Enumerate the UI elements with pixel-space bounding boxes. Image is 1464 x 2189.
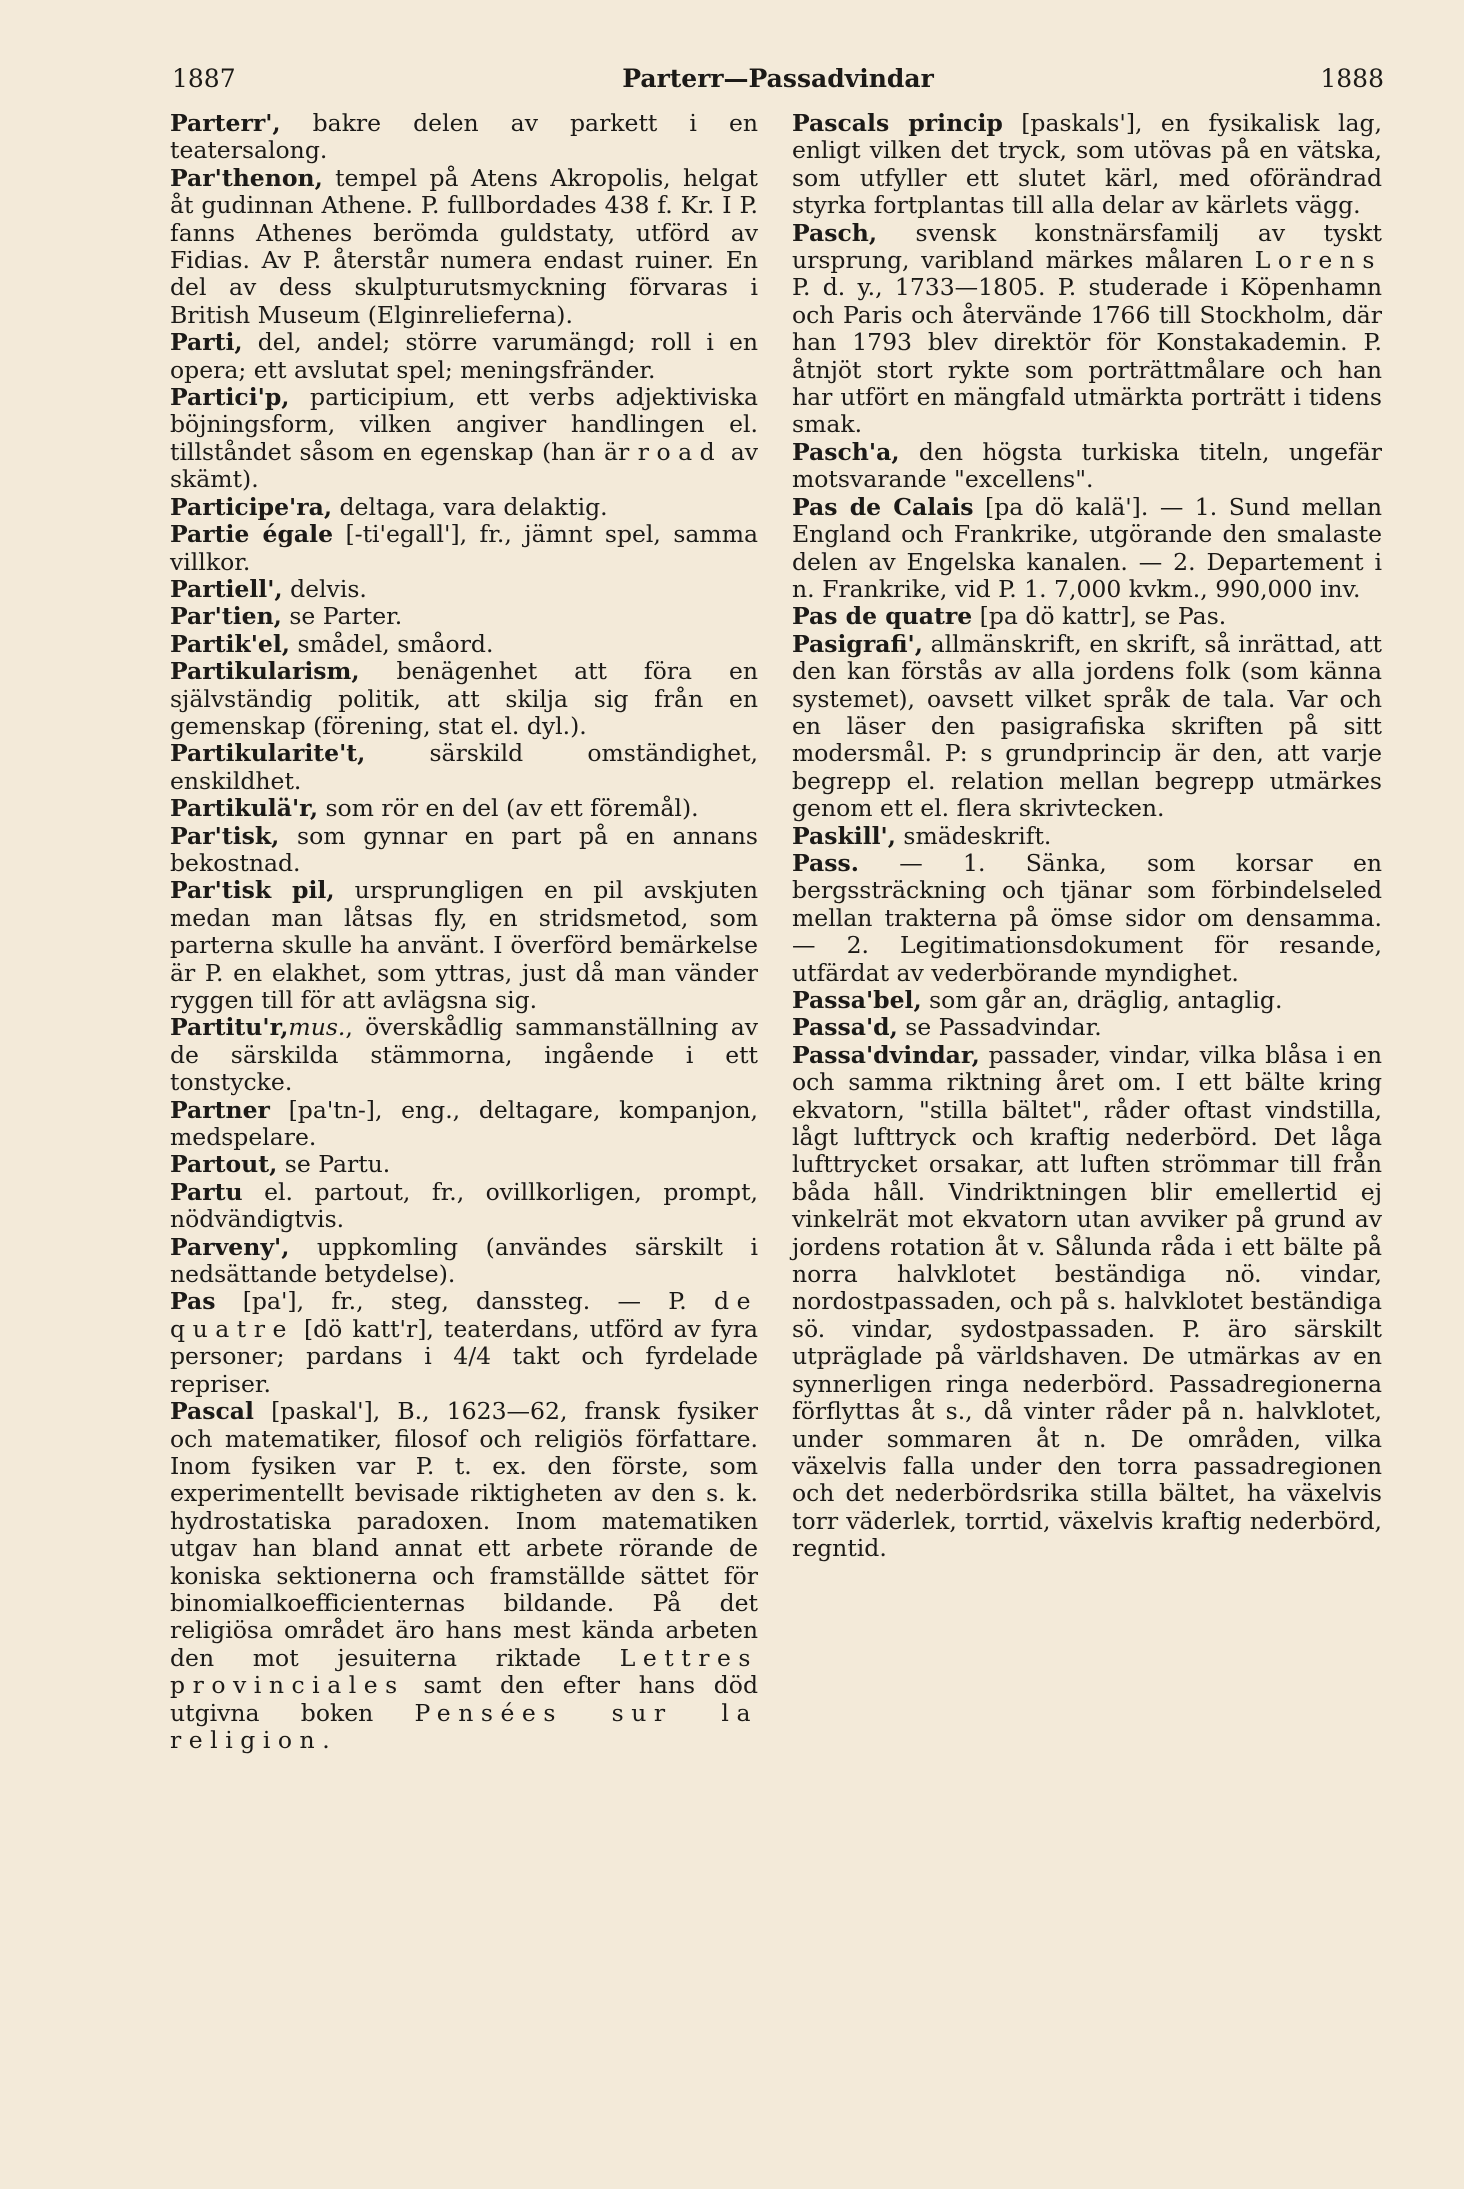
dictionary-entry xyxy=(792,494,1382,604)
entry-headword: Par'tien, xyxy=(170,602,282,631)
entry-headword: Par'thenon, xyxy=(170,163,323,192)
entry-headword: Pascal xyxy=(170,1397,254,1426)
entry-spaced-text: de quatre xyxy=(170,1287,758,1343)
entry-headword: Partiell', xyxy=(170,574,283,603)
dictionary-entry xyxy=(792,823,1382,850)
entry-headword: Participe'ra, xyxy=(170,492,333,521)
dictionary-entry xyxy=(170,1234,758,1289)
entry-definition-cont: samt den efter hans död utgivna boken xyxy=(170,1671,758,1727)
page-header xyxy=(172,64,1384,104)
dictionary-entry xyxy=(170,384,758,494)
entry-definition: passader, vindar, vilka blåsa i en och samma riktning året om. I ett bälte kring ekvatorn, "stilla bältet", råder oftast vindstilla, lågt lufttryck och kraftig nederbörd. Det låga lufttrycket orsakar, att luften strömmar till från båda håll. Vindriktningen blir emellertid ej vinkelrät mot ekvatorn utan avviker på grund av jordens rotation åt v. Sålunda råda i ett bälte på norra halvklotet beständiga nö. vindar, nordostpassaden, och på s. halvklotet beständiga sö. vindar, sydostpassaden. P. äro särskilt utpräglade på världshaven. De utmärkas av en synnerligen ringa nederbörd. Passadregionerna förflyttas åt s., då vinter råder på n. halvklotet, under sommaren åt n. De områden, vilka växelvis falla under den torra passadregionen och det nederbördsrika stilla bältet, ha växelvis torr väderlek, torrtid, växelvis kraftig nederbörd, regntid. xyxy=(792,1040,1382,1563)
dictionary-entry xyxy=(792,850,1382,987)
entry-definition: smådel, småord. xyxy=(289,629,494,658)
entry-headword: Partie égale xyxy=(170,520,334,549)
right-column xyxy=(792,110,1382,1563)
dictionary-entry xyxy=(792,631,1382,823)
entry-headword: Pasch'a, xyxy=(792,437,900,466)
entry-definition: som rör en del (av ett föremål). xyxy=(318,794,699,823)
entry-headword: Partikularite't, xyxy=(170,739,366,768)
dictionary-entry xyxy=(170,1151,758,1178)
entry-definition: den högsta turkiska titeln, ungefär motsvarande "excellens". xyxy=(792,437,1382,494)
entry-headword: Partikulä'r, xyxy=(170,794,318,823)
entry-headword: Par'tisk, xyxy=(170,821,280,850)
entry-headword: Partici'p, xyxy=(170,383,290,412)
entry-definition: [pa dö kalä']. — 1. Sund mellan England och Frankrike, utgörande den smalaste delen av Engelska kanalen. — 2. Departement i n. Frankrike, vid P. 1. 7,000 kvkm., 990,000 inv. xyxy=(792,492,1382,603)
dictionary-entry xyxy=(170,494,758,521)
dictionary-entry xyxy=(170,1398,758,1754)
dictionary-entry xyxy=(792,1042,1382,1563)
entry-definition-cont: P. d. y., 1733—1805. P. studerade i Köpenhamn och Paris och återvände 1766 till Stockholm, där han 1793 blev direktör för Konstakademin. P. åtnjöt stort rykte som porträttmålare och han har utfört en mängfald utmärkta porträtt i tidens smak. xyxy=(792,273,1382,439)
dictionary-entry xyxy=(170,1179,758,1234)
entry-headword: Passa'dvindar, xyxy=(792,1040,980,1069)
dictionary-entry xyxy=(170,795,758,822)
entry-headword: Partu xyxy=(170,1177,243,1206)
entry-headword: Pas de Calais xyxy=(792,492,974,521)
entry-definition: [-ti'egall'], fr., jämnt spel, samma villkor. xyxy=(170,520,758,576)
entry-definition: del, andel; större varumängd; roll i en opera; ett avslutat spel; meningsfränder. xyxy=(170,328,758,384)
dictionary-entry xyxy=(170,521,758,576)
entry-definition: som går an, dräglig, antaglig. xyxy=(921,986,1283,1014)
entry-spaced-text: road xyxy=(637,437,723,466)
right-page-number: 1888 xyxy=(1320,64,1384,93)
entry-definition: svensk konstnärsfamilj av tyskt ursprung, varibland märkes målaren xyxy=(792,218,1382,275)
entry-definition-cont: . xyxy=(322,1725,330,1754)
running-title: Parterr—Passadvindar xyxy=(622,64,934,93)
entry-spaced-text: Lorens xyxy=(1254,246,1382,275)
dictionary-entry xyxy=(170,603,758,630)
entry-definition-cont: [dö katt'r], teaterdans, utförd av fyra personer; pardans i 4/4 takt och fyrdelade repriser. xyxy=(170,1314,758,1398)
entry-definition: bakre delen av parkett i en teatersalong. xyxy=(170,109,758,165)
entry-headword: Parti, xyxy=(170,328,243,357)
entry-definition: särskild omständighet, enskildhet. xyxy=(170,739,758,795)
left-page-number: 1887 xyxy=(172,64,236,93)
dictionary-entry xyxy=(170,658,758,740)
dictionary-entry xyxy=(792,220,1382,439)
entry-definition: benägenhet att föra en självständig politik, att skilja sig från en gemenskap (förening, stat el. dyl.). xyxy=(170,657,758,740)
dictionary-entry xyxy=(792,603,1382,630)
entry-headword: Partner xyxy=(170,1095,270,1124)
entry-definition: — 1. Sänka, som korsar en bergssträckning och tjänar som förbindelseled mellan trakterna på ömse sidor om densamma. — 2. Legitimationsdokument för resande, utfärdat av vederbörande myndighet. xyxy=(792,848,1382,987)
entry-definition: [paskals'], en fysikalisk lag, enligt vilken det tryck, som utövas på en vätska, som utfyller ett slutet kärl, med oförändrad styrka fortplantas till alla delar av kärlets vägg. xyxy=(792,109,1382,220)
entry-headword: Pass. xyxy=(792,848,859,877)
entry-headword: Passa'd, xyxy=(792,1013,898,1042)
dictionary-entry xyxy=(170,823,758,878)
entry-definition: se Passadvindar. xyxy=(897,1013,1102,1042)
entry-definition: participium, ett verbs adjektiviska böjningsform, vilken angiver handlingen el. tillståndet såsom en egenskap (han är xyxy=(170,383,758,466)
entry-definition: allmänskrift, en skrift, så inrättad, att den kan förstås av alla jordens folk (som känna systemet), oavsett vilket språk de tala. Var och en läser den pasigrafiska skriften på sitt modersmål. P: s grundprincip är den, att varje begrepp el. relation mellan begrepp utmärkes genom ett el. flera skrivtecken. xyxy=(792,629,1382,823)
dictionary-entry xyxy=(170,329,758,384)
entry-definition: se Parter. xyxy=(281,602,403,631)
dictionary-entry xyxy=(170,631,758,658)
entry-definition-cont: av skämt). xyxy=(170,437,758,494)
dictionary-entry xyxy=(170,740,758,795)
dictionary-entry xyxy=(792,439,1382,494)
dictionary-entry xyxy=(792,987,1382,1014)
entry-definition: [pa'tn-], eng., deltagare, kompanjon, medspelare. xyxy=(170,1095,758,1152)
entry-definition: som gynnar en part på en annans bekostnad. xyxy=(170,821,758,877)
entry-definition: smädeskrift. xyxy=(895,821,1052,850)
entry-headword: Partikularism, xyxy=(170,657,360,686)
left-column xyxy=(170,110,758,1754)
entry-headword: Paskill', xyxy=(792,821,896,850)
entry-definition: [pa'], fr., steg, danssteg. — P. xyxy=(215,1287,714,1316)
entry-definition: tempel på Atens Akropolis, helgat åt gudinnan Athene. P. fullbordades 438 f. Kr. I P. fanns Athenes berömda guldstaty, utförd av Fidias. Av P. återstår numera endast ruiner. En del av dess skulpturutsmyckning förvaras i British Museum (Elginrelieferna). xyxy=(170,163,758,329)
entry-headword: Pasigrafi', xyxy=(792,629,923,658)
entry-definition: [pa dö kattr], se Pas. xyxy=(972,602,1227,631)
entry-definition: [paskal'], B., 1623—62, fransk fysiker och matematiker, filosof och religiös författare. Inom fysiken var P. t. ex. den förste, som experimentellt bevisade riktigheten av den s. k. hydrostatiska paradoxen. Inom matematiken utgav han bland annat ett arbete rörande de koniska sektionerna och framställde sättet för binomialkoefficienternas bildande. På det religiösa området äro hans mest kända arbeten den mot jesuiterna riktade xyxy=(170,1397,758,1672)
entry-headword: Pas de quatre xyxy=(792,602,973,631)
entry-spaced-text: Pensées sur la religion xyxy=(170,1698,758,1754)
dictionary-entry xyxy=(170,1097,758,1152)
entry-definition: , överskådlig sammanställning av de särskilda stämmorna, ingående i ett tonstycke. xyxy=(170,1013,758,1097)
dictionary-entry xyxy=(792,110,1382,220)
dictionary-entry xyxy=(170,1288,758,1398)
dictionary-entry xyxy=(170,110,758,165)
dictionary-entry xyxy=(170,1014,758,1096)
entry-headword: Partitu'r, xyxy=(170,1013,289,1042)
entry-definition: uppkomling (användes särskilt i nedsättande betydelse). xyxy=(170,1232,758,1289)
dictionary-entry xyxy=(170,165,758,329)
entry-abbreviation: mus. xyxy=(288,1013,346,1042)
entry-headword: Pasch, xyxy=(792,218,878,247)
dictionary-entry xyxy=(170,576,758,603)
entry-headword: Pas xyxy=(170,1287,216,1316)
entry-headword: Pascals princip xyxy=(792,109,1003,137)
entry-headword: Par'tisk pil, xyxy=(170,876,335,905)
entry-headword: Parveny', xyxy=(170,1232,290,1261)
entry-definition: el. partout, fr., ovillkorligen, prompt, nödvändigtvis. xyxy=(170,1177,758,1234)
entry-definition: deltaga, vara delaktig. xyxy=(332,492,608,521)
entry-headword: Parterr', xyxy=(170,109,281,137)
dictionary-entry xyxy=(170,877,758,1014)
dictionary-entry xyxy=(792,1014,1382,1041)
entry-definition: se Partu. xyxy=(277,1150,391,1179)
entry-definition: ursprungligen en pil avskjuten medan man låtsas fly, en stridsmetod, som parterna skulle ha använt. I överförd bemärkelse är P. en elakhet, som yttras, just då man vänder ryggen till för att avlägsna sig. xyxy=(170,876,758,1014)
entry-spaced-text: Lettres provinciales xyxy=(170,1643,758,1700)
entry-definition: delvis. xyxy=(282,574,367,603)
entry-headword: Passa'bel, xyxy=(792,986,922,1014)
entry-headword: Partik'el, xyxy=(170,629,290,658)
entry-headword: Partout, xyxy=(170,1150,278,1179)
